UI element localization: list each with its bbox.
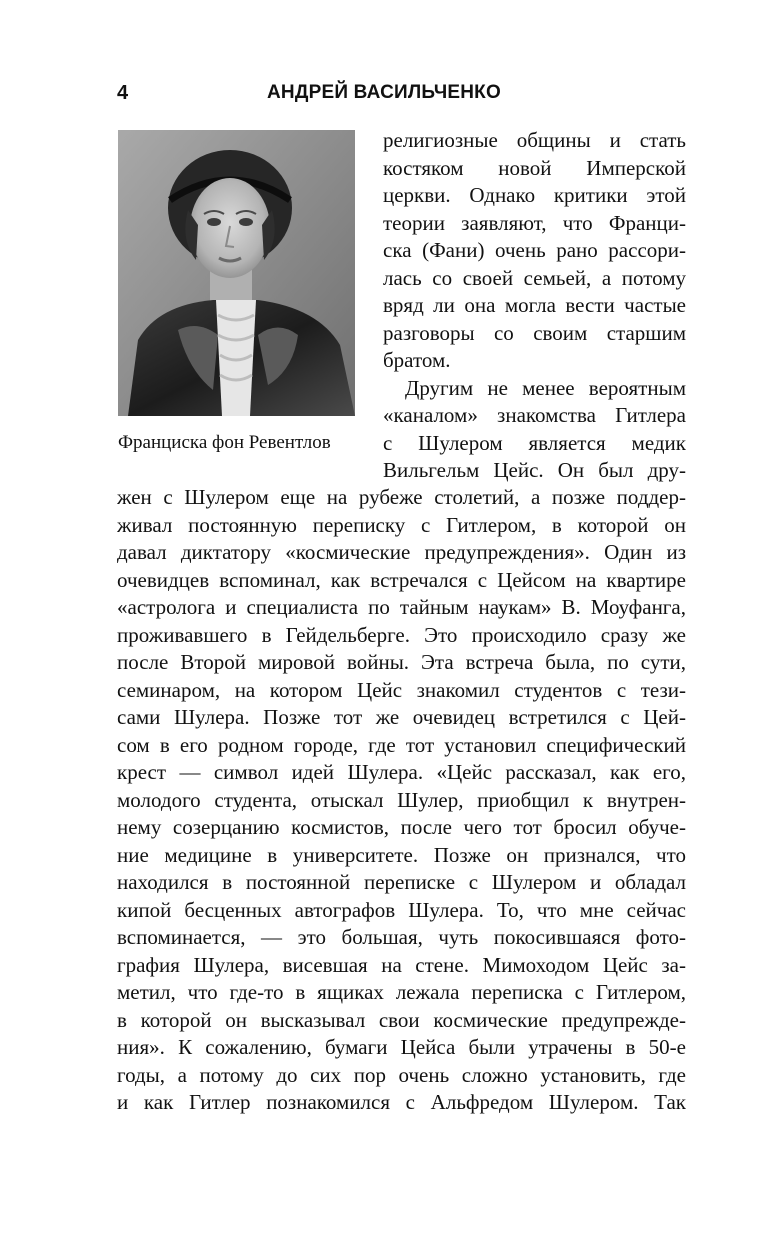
text-line: «астролога и специалиста по тайным наукам» В. Моуфанга, — [117, 595, 686, 619]
text-line: крест — символ идей Шулера. «Цейс рассказал, как его, — [117, 760, 686, 784]
main-column-text — [117, 484, 686, 1117]
page-number: 4 — [117, 82, 129, 104]
text-line: нему созерцанию космистов, после чего тот бросил обуче- — [117, 815, 686, 839]
text-line: ска (Фани) очень рано рассори- — [383, 238, 686, 262]
text-line: семинаром, на котором Цейс знакомил студентов с тези- — [117, 677, 686, 702]
text-line: кипой бесценных автографов Шулера. То, что мне сейчас — [117, 897, 686, 922]
text-line: метил, что где-то в ящиках лежала переписка с Гитлером, — [117, 980, 686, 1004]
text-line: живал постоянную переписку с Гитлером, в которой он — [117, 512, 686, 537]
text-line: «каналом» знакомства Гитлера — [383, 403, 686, 427]
text-line: сом в его родном городе, где тот установил специфический — [117, 732, 686, 757]
text-line: и как Гитлер познакомился с Альфредом Шулером. Так — [117, 1090, 686, 1114]
text-line: разговоры со своим старшим — [383, 320, 686, 345]
text-line: после Второй мировой войны. Эта встреча была, по сути, — [117, 650, 686, 674]
text-line: лась со своей семьей, а потому — [383, 265, 686, 290]
text-line: проживавшего в Гейдельберге. Это происходило сразу же — [117, 622, 686, 647]
text-line: костяком новой Имперской — [383, 155, 686, 180]
text-line: Вильгельм Цейс. Он был дру- — [383, 458, 686, 482]
text-line: годы, а потому до сих пор очень сложно установить, где — [117, 1062, 686, 1087]
text-line: молодого студента, отыскал Шулер, приобщил к внутрен- — [117, 787, 686, 812]
text-line: ние медицине в университете. Позже он признался, что — [117, 842, 686, 867]
text-line: очевидцев вспоминал, как встречался с Цейсом на квартире — [117, 567, 686, 592]
text-line: давал диктатору «космические предупреждения». Один из — [117, 540, 686, 564]
text-line: жен с Шулером еще на рубеже столетий, а позже поддер- — [117, 485, 686, 509]
text-line: теории заявляют, что Франци- — [383, 210, 686, 235]
text-line: графия Шулера, висевшая на стене. Мимоходом Цейс за- — [117, 952, 686, 977]
text-line: вряд ли она могла вести частые — [383, 293, 686, 317]
text-line: сами Шулера. Позже тот же очевидец встретился с Цей- — [117, 705, 686, 729]
text-line: находился в постоянной переписке с Шулером и обладал — [117, 870, 686, 894]
portrait-photo — [118, 130, 355, 416]
photo-caption: Франциска фон Ревентлов — [118, 432, 331, 453]
text-line: церкви. Однако критики этой — [383, 183, 686, 207]
text-line: братом. — [383, 348, 451, 372]
text-line: с Шулером является медик — [383, 430, 686, 455]
text-line: ния». К сожалению, бумаги Цейса были утрачены в 50-е — [117, 1035, 686, 1059]
side-column-text — [383, 127, 686, 485]
text-line: религиозные общины и стать — [383, 128, 686, 152]
paragraph-start-line: Другим не менее вероятным — [405, 375, 686, 400]
text-line: в которой он высказывал свои космические предупрежде- — [117, 1007, 686, 1032]
text-line: вспоминается, — это большая, чуть покосившаяся фото- — [117, 925, 686, 949]
running-head-author: АНДРЕЙ ВАСИЛЬЧЕНКО — [267, 82, 501, 103]
